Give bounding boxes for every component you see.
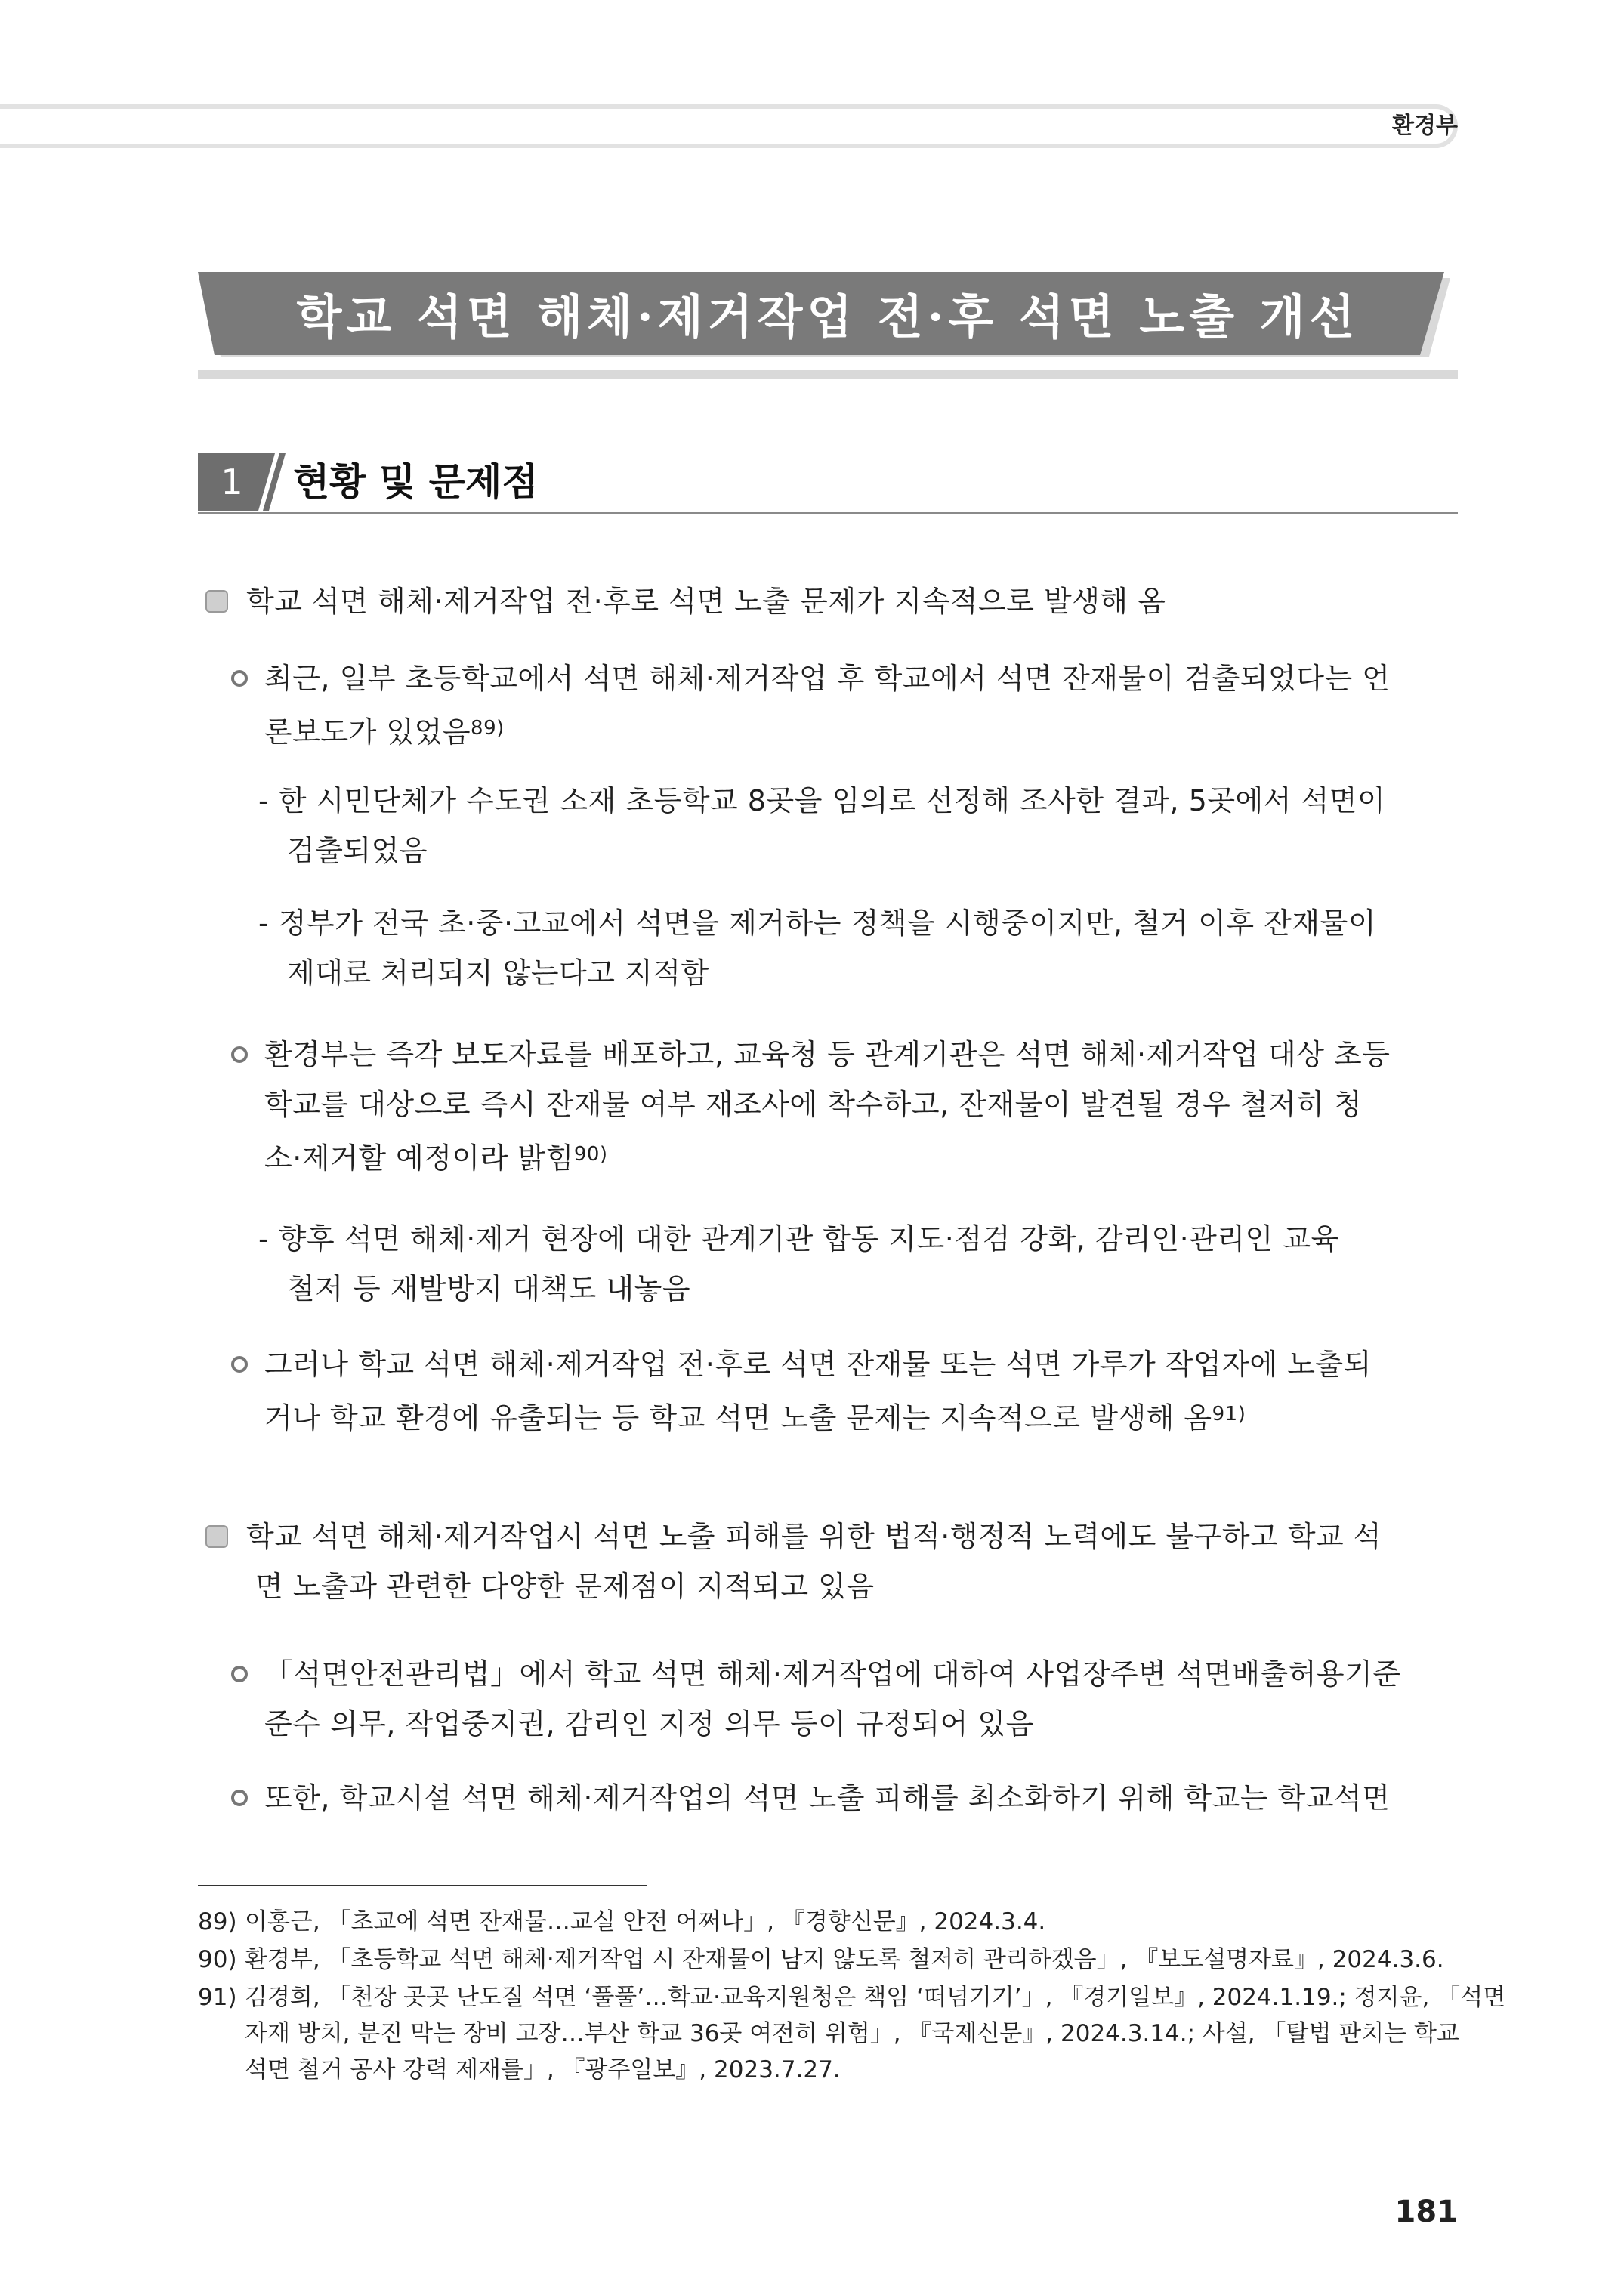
dash-item-text: - 향후 석면 해체·제거 현장에 대한 관계기관 합동 지도·점검 강화, 감리인·관리인 교육 [258, 1222, 1339, 1256]
circle-bullet-icon [231, 670, 248, 687]
footnote-rule [198, 1885, 647, 1886]
bullet-text: 학교 석면 해체·제거작업시 석면 노출 피해를 위한 법적·행정적 노력에도 불구하고 학교 석 [246, 1520, 1382, 1553]
dash-item-text: 검출되었음 [287, 834, 428, 867]
sub-item-text: 환경부는 즉각 보도자료를 배포하고, 교육청 등 관계기관은 석면 해체·제거작업 대상 초등 [264, 1038, 1391, 1071]
footnote-text: 김경희, 「천장 곳곳 난도질 석면 ‘풀풀’…학교·교육지원청은 책임 ‘떠넘기기’」, 『경기일보』, 2024.1.19.; 정지윤, 「석면 [245, 1984, 1506, 2011]
square-bullet-icon [205, 1525, 228, 1548]
sub-item-text: 준수 의무, 작업중지권, 감리인 지정 의무 등이 규정되어 있음 [264, 1707, 1034, 1741]
footnote-text: 이홍근, 「초교에 석면 잔재물…교실 안전 어쩌나」, 『경향신문』, 2024.3.4. [245, 1908, 1046, 1935]
sub-item-text: 거나 학교 환경에 유출되는 등 학교 석면 노출 문제는 지속적으로 발생해 옴 [264, 1401, 1212, 1435]
sub-item-text: 최근, 일부 초등학교에서 석면 해체·제거작업 후 학교에서 석면 잔재물이 검출되었다는 언 [264, 662, 1391, 695]
square-bullet-icon [205, 590, 228, 613]
sub-item-text: 또한, 학교시설 석면 해체·제거작업의 석면 노출 피해를 최소화하기 위해 학교는 학교석면 [264, 1781, 1391, 1815]
bullet-item [246, 1506, 1506, 1617]
dash-item [258, 1209, 1518, 1319]
sub-item-text: 그러나 학교 석면 해체·제거작업 전·후로 석면 잔재물 또는 석면 가루가 작업자에 노출되 [264, 1348, 1372, 1381]
header-section-label: 환경부 [1392, 113, 1458, 139]
dash-item-text: - 정부가 전국 초·중·고교에서 석면을 제거하는 정책을 시행중이지만, 철거 이후 잔재물이 [258, 907, 1377, 940]
section-rule [198, 512, 1458, 514]
circle-bullet-icon [231, 1046, 248, 1063]
sub-item-text: 론보도가 있었음 [264, 715, 471, 749]
dash-item-text: 제대로 처리되지 않는다고 지적함 [287, 956, 709, 990]
footnote [198, 1904, 1458, 1940]
footnote-continuation: 자재 방치, 분진 막는 장비 고장…부산 학교 36곳 여전히 위험」, 『국제신문』, 2024.3.14.; 사설, 「탈법 판치는 학교 [245, 2020, 1459, 2047]
section-title: 현황 및 문제점 [293, 460, 539, 504]
footnote-ref: 89) [471, 717, 505, 740]
footnote-continuation: 석면 철거 공사 강력 제재를」, 『광주일보』, 2023.7.27. [245, 2056, 841, 2083]
sub-item-text: 소·제거할 예정이라 밝힘 [264, 1141, 574, 1175]
dash-item [258, 771, 1518, 881]
footnote-text: 환경부, 「초등학교 석면 해체·제거작업 시 잔재물이 남지 않도록 철저히 관리하겠음」, 『보도설명자료』, 2024.3.6. [245, 1946, 1444, 1973]
page-number: 181 [1394, 2195, 1458, 2229]
dash-item [258, 893, 1518, 1003]
sub-item [264, 1644, 1524, 1754]
sub-item [264, 1334, 1524, 1448]
footnote-number: 91) [198, 1984, 237, 2011]
circle-bullet-icon [231, 1356, 248, 1373]
title-banner [198, 272, 1458, 379]
sub-item-text: 「석면안전관리법」에서 학교 석면 해체·제거작업에 대하여 사업장주변 석면배출허용기준 [264, 1657, 1401, 1691]
footnote-number: 90) [198, 1946, 237, 1973]
sub-item [264, 1768, 1524, 1828]
footnote-ref: 90) [573, 1143, 608, 1166]
header-band [0, 104, 1458, 148]
page-title: 학교 석면 해체·제거작업 전·후 석면 노출 개선 [296, 289, 1360, 344]
dash-item-text: - 한 시민단체가 수도권 소재 초등학교 8곳을 임의로 선정해 조사한 결과, 5곳에서 석면이 [258, 784, 1386, 817]
bullet-item [246, 571, 1506, 632]
bullet-text: 학교 석면 해체·제거작업 전·후로 석면 노출 문제가 지속적으로 발생해 옴 [246, 585, 1166, 618]
bullet-text: 면 노출과 관련한 다양한 문제점이 지적되고 있음 [255, 1570, 875, 1603]
section-heading [198, 453, 1458, 515]
sub-item [264, 1024, 1524, 1188]
footnote-number: 89) [198, 1908, 237, 1935]
circle-bullet-icon [231, 1666, 248, 1682]
dash-item-text: 철저 등 재발방지 대책도 내놓음 [287, 1272, 691, 1305]
circle-bullet-icon [231, 1790, 248, 1806]
footnote-ref: 91) [1212, 1403, 1246, 1425]
sub-item [264, 648, 1524, 762]
section-number: 1 [221, 462, 243, 502]
footnote [198, 1941, 1458, 1978]
footnote [198, 1979, 1506, 2015]
sub-item-text: 학교를 대상으로 즉시 잔재물 여부 재조사에 착수하고, 잔재물이 발견될 경우 철저히 청 [264, 1088, 1363, 1121]
